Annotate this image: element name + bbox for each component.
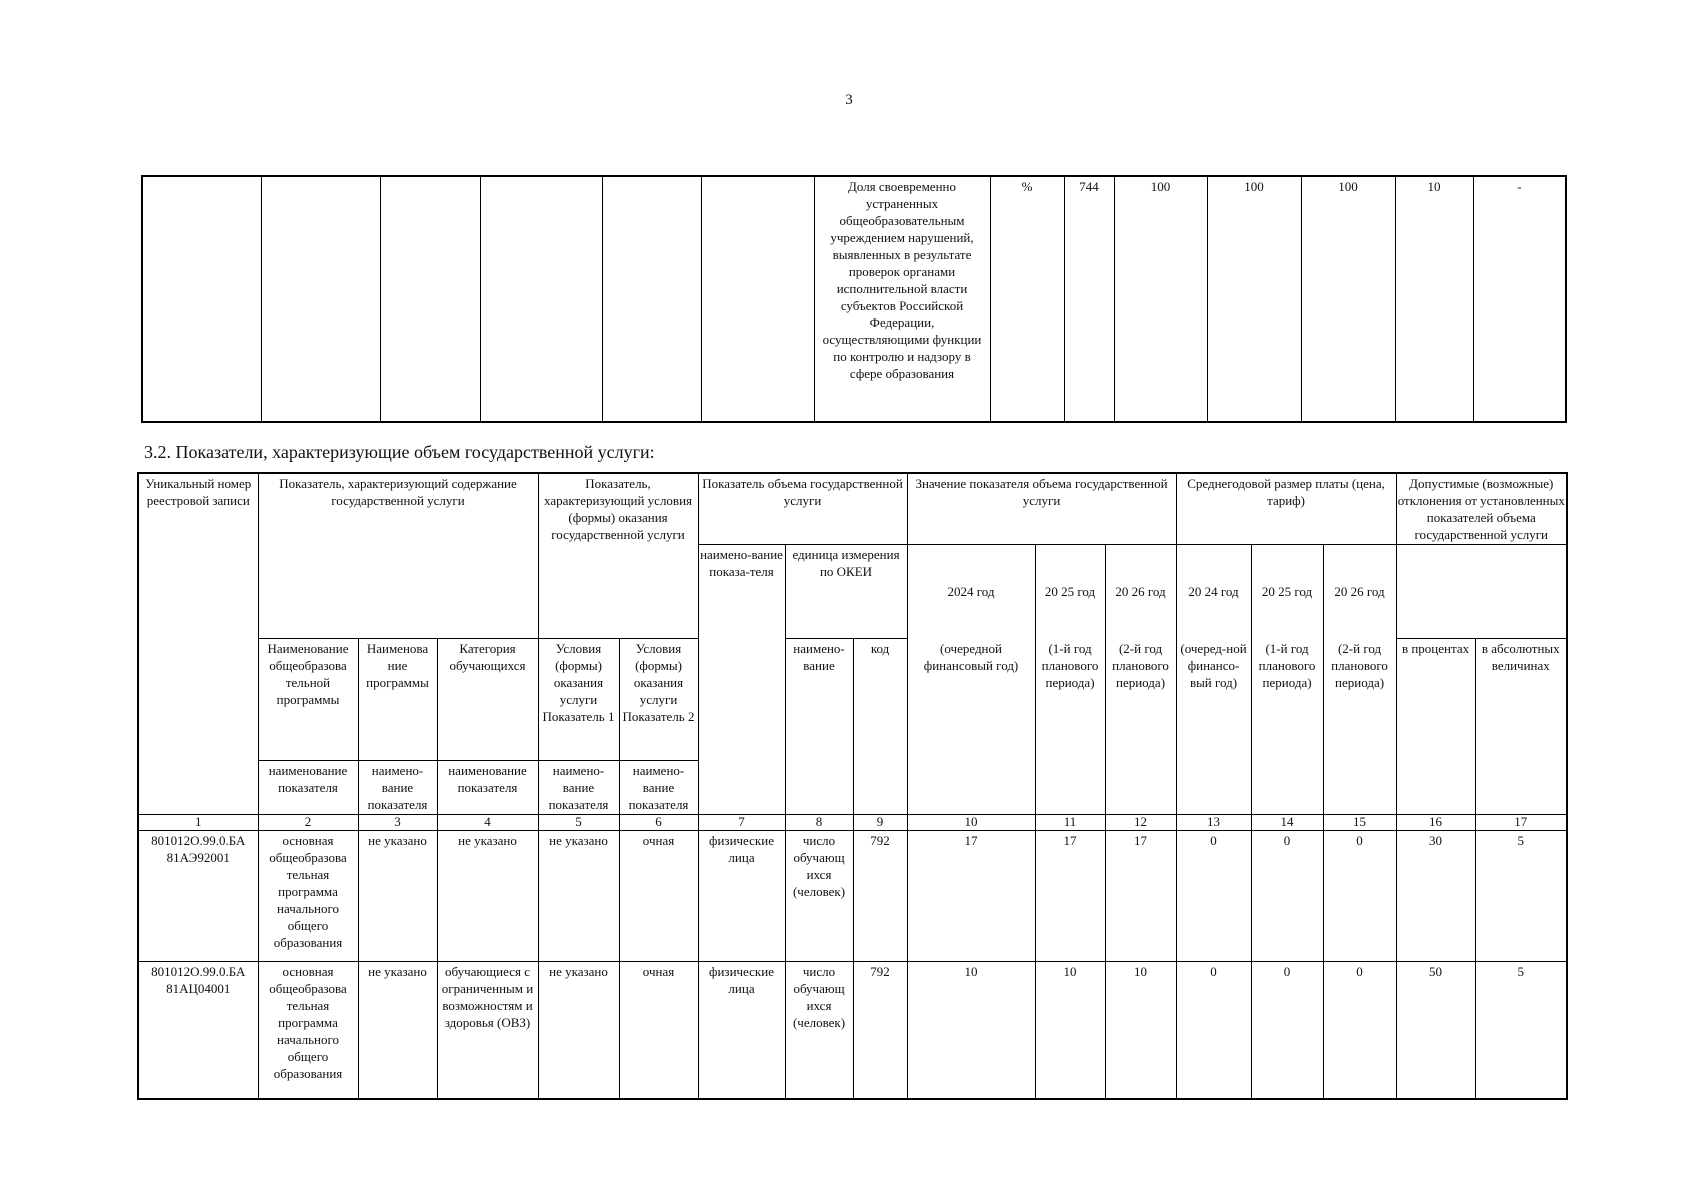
value-2025: 17 [1035,831,1105,962]
column-number: 12 [1105,815,1176,831]
condition-1: не указано [538,962,619,1099]
fee-2024: 0 [1176,962,1251,1099]
section-title: 3.2. Показатели, характеризующие объем государственной услуги: [144,442,655,462]
column-number: 5 [538,815,619,831]
value-2026: 17 [1105,831,1176,962]
program: не указано [358,962,437,1099]
empty-cell [261,176,380,422]
category: не указано [437,831,538,962]
table-row [138,831,1567,962]
header-fee-year-2024: 20 24 год [1176,545,1251,639]
header-next-year: (очередной финансовый год) [907,639,1035,815]
value-2024: 10 [907,962,1035,1099]
header-fee: Среднегодовой размер платы (цена, тариф) [1176,473,1396,545]
value-2025: 10 [1035,962,1105,1099]
header-volume-value: Значение показателя объема государственной услуги [907,473,1176,545]
column-number: 3 [358,815,437,831]
header-year-2026: 20 26 год [1105,545,1176,639]
deviation-pct: 50 [1396,962,1475,1099]
empty-cell [142,176,261,422]
indicator-name: физические лица [698,962,785,1099]
column-number: 17 [1475,815,1567,831]
column-number: 13 [1176,815,1251,831]
value-2024: 17 [907,831,1035,962]
condition-2: очная [619,831,698,962]
deviation-pct: 30 [1396,831,1475,962]
column-number: 7 [698,815,785,831]
quality-value-2026: 100 [1301,176,1395,422]
header-deviation-pct: в процентах [1396,639,1475,815]
unit-code: 792 [853,831,907,962]
quality-unit: % [990,176,1064,422]
program-name: основная общеобразова тельная программа начального общего образования [258,831,358,962]
header-category: Категория обучающихся [437,639,538,761]
header-fee-plan-year-2: (2-й год планового периода) [1323,639,1396,815]
header-volume-indicator: Показатель объема государственной услуги [698,473,907,545]
fee-2026: 0 [1323,831,1396,962]
deviation-abs: 5 [1475,962,1567,1099]
empty-cell [602,176,701,422]
header-year-2024: 2024 год [907,545,1035,639]
registry-number: 801012О.99.0.БА 81АЦ04001 [138,962,258,1099]
header-indicator-label: наимено-вание показателя [619,761,698,815]
column-number: 2 [258,815,358,831]
category: обучающиеся с ограниченным и возможностям и здоровья (ОВЗ) [437,962,538,1099]
header-fee-year-2026: 20 26 год [1323,545,1396,639]
empty-cell [380,176,480,422]
continued-quality-table [141,175,1567,423]
header-fee-year-2025: 20 25 год [1251,545,1323,639]
header-plan-year-2: (2-й год планового периода) [1105,639,1176,815]
unit-name: число обучающ ихся (человек) [785,962,853,1099]
header-unit-name: наимено-вание [785,639,853,815]
header-deviation-cont [1396,545,1567,639]
program-name: основная общеобразова тельная программа начального общего образования [258,962,358,1099]
unit-code: 792 [853,962,907,1099]
header-indicator-name: наимено-вание показа-теля [698,545,785,815]
quality-indicator-name: Доля своевременно устраненных общеобразовательным учреждением нарушений, выявленных в результате проверок органами исполнительной власти субъектов Российской Федерации, осуществляющими функции по контролю и надзору в сфере образования [814,176,990,422]
fee-2026: 0 [1323,962,1396,1099]
fee-2025: 0 [1251,831,1323,962]
empty-cell [480,176,602,422]
column-number: 15 [1323,815,1396,831]
header-program: Наименова ние программы [358,639,437,761]
header-indicator-label: наименование показателя [258,761,358,815]
column-number: 14 [1251,815,1323,831]
registry-number: 801012О.99.0.БА 81АЭ92001 [138,831,258,962]
header-content-indicator: Показатель, характеризующий содержание государственной услуги [258,473,538,639]
header-fee-next-year: (очеред-ной финансо-вый год) [1176,639,1251,815]
condition-1: не указано [538,831,619,962]
program: не указано [358,831,437,962]
quality-okei: 744 [1064,176,1114,422]
header-indicator-label: наимено-вание показателя [538,761,619,815]
header-year-2025: 20 25 год [1035,545,1105,639]
header-unique-number: Уникальный номер реестровой записи [138,473,258,815]
header-condition-1: Условия (формы) оказания услуги Показатель 1 [538,639,619,761]
quality-deviation-abs: - [1473,176,1566,422]
quality-deviation-pct: 10 [1395,176,1473,422]
column-number: 9 [853,815,907,831]
unit-name: число обучающ ихся (человек) [785,831,853,962]
column-number: 10 [907,815,1035,831]
indicator-name: физические лица [698,831,785,962]
header-condition-2: Условия (формы) оказания услуги Показатель 2 [619,639,698,761]
value-2026: 10 [1105,962,1176,1099]
table-row [138,962,1567,1099]
header-deviation-abs: в абсолютных величинах [1475,639,1567,815]
header-unit-okei: единица измерения по ОКЕИ [785,545,907,639]
condition-2: очная [619,962,698,1099]
header-deviation: Допустимые (возможные) отклонения от установленных показателей объема государственной услуги [1396,473,1567,545]
header-unit-code: код [853,639,907,815]
fee-2024: 0 [1176,831,1251,962]
quality-value-2024: 100 [1114,176,1207,422]
fee-2025: 0 [1251,962,1323,1099]
column-number: 8 [785,815,853,831]
volume-indicators-table [137,472,1568,1100]
empty-cell [701,176,814,422]
quality-value-2025: 100 [1207,176,1301,422]
column-number: 6 [619,815,698,831]
column-number: 16 [1396,815,1475,831]
column-number: 1 [138,815,258,831]
header-conditions-indicator: Показатель, характеризующий условия (формы) оказания государственной услуги [538,473,698,639]
column-number: 11 [1035,815,1105,831]
header-fee-plan-year-1: (1-й год планового периода) [1251,639,1323,815]
deviation-abs: 5 [1475,831,1567,962]
header-indicator-label: наимено-вание показателя [358,761,437,815]
header-plan-year-1: (1-й год планового периода) [1035,639,1105,815]
column-number: 4 [437,815,538,831]
header-program-name: Наименование общеобразова тельной программы [258,639,358,761]
header-indicator-label: наименование показателя [437,761,538,815]
page-number: 3 [845,92,853,108]
